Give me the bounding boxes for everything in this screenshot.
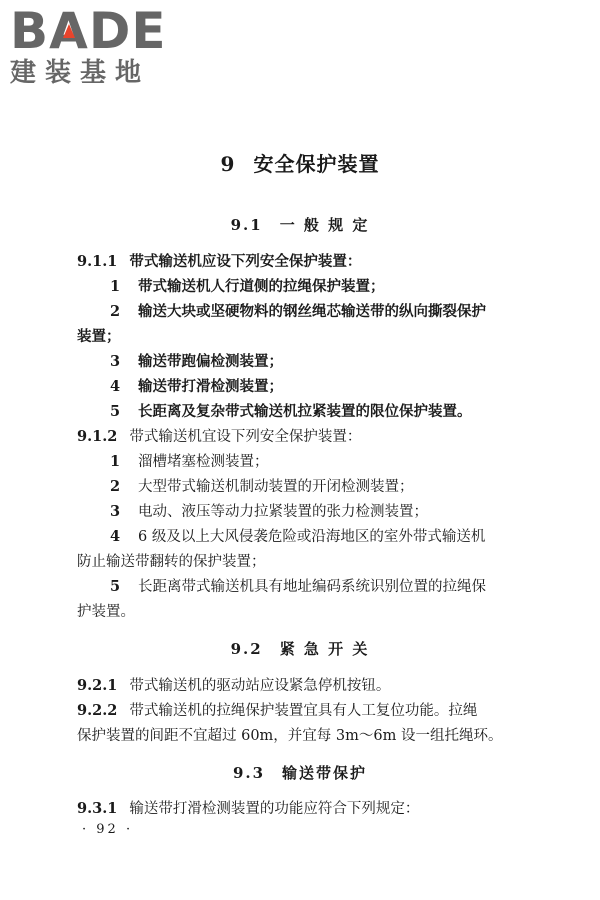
section-title-9-3: 9.3 输送带保护	[232, 764, 368, 782]
logo-letters-after: DE	[88, 2, 167, 60]
list-item-continuation: 装置；	[77, 328, 121, 345]
section-title-9-1: 9.1 一 般 规 定	[230, 216, 370, 234]
list-item-continuation: 护装置。	[77, 604, 135, 620]
list-item	[110, 302, 550, 322]
clause-continuation: 保护装置的间距不宜超过 60m，并宜每 3m～6m 设一组托绳环。	[77, 728, 503, 744]
logo-subtitle: 建装基地	[10, 58, 151, 88]
clause-number: 9.2.2	[77, 702, 118, 719]
clause-text: 带式输送机的驱动站应设紧急停机按钮。	[129, 678, 391, 694]
clause-9-2-1	[77, 676, 547, 696]
list-item-continuation: 防止输送带翻转的保护装置；	[77, 554, 266, 570]
bade-logo	[10, 2, 180, 90]
item-number: 3	[110, 503, 121, 520]
item-text: 电动、液压等动力拉紧装置的张力检测装置；	[138, 504, 428, 520]
clause-text: 带式输送机应设下列安全保护装置：	[129, 253, 362, 270]
item-text: 输送大块或坚硬物料的钢丝绳芯输送带的纵向撕裂保护	[138, 303, 486, 320]
list-item	[110, 352, 550, 372]
item-number: 5	[110, 578, 121, 595]
clause-number: 9.1.1	[77, 253, 118, 270]
list-item	[110, 477, 550, 497]
list-item	[110, 452, 550, 472]
list-item	[110, 402, 550, 422]
logo-accent-letter: A	[49, 2, 89, 60]
list-item	[110, 377, 550, 397]
item-text: 带式输送机人行道侧的拉绳保护装置；	[138, 278, 385, 295]
logo-wordmark	[10, 2, 180, 60]
list-item	[110, 502, 550, 522]
item-text: 大型带式输送机制动装置的开闭检测装置；	[138, 479, 414, 495]
chapter-title-text: 安全保护装置	[253, 152, 380, 176]
item-number: 2	[110, 303, 121, 320]
item-number: 1	[110, 453, 121, 470]
item-number: 2	[110, 478, 121, 495]
page-number: · 92 ·	[82, 822, 134, 837]
clause-9-1-1	[77, 252, 547, 272]
clause-9-3-1	[77, 799, 547, 819]
clause-9-1-2	[77, 427, 547, 447]
item-number: 4	[110, 528, 121, 545]
item-number: 1	[110, 278, 121, 295]
logo-triangle-icon	[63, 24, 75, 38]
item-number: 3	[110, 353, 121, 370]
item-text: 输送带打滑检测装置；	[138, 378, 283, 395]
logo-letters-before: B	[10, 2, 50, 60]
item-text: 6 级及以上大风侵袭危险或沿海地区的室外带式输送机	[138, 529, 486, 545]
item-number: 4	[110, 378, 121, 395]
clause-number: 9.1.2	[77, 428, 118, 445]
clause-9-2-2	[77, 701, 547, 721]
item-text: 长距离带式输送机具有地址编码系统识别位置的拉绳保	[138, 579, 486, 595]
item-text: 长距离及复杂带式输送机拉紧装置的限位保护装置。	[138, 403, 472, 420]
item-number: 5	[110, 403, 121, 420]
chapter-title	[0, 148, 600, 177]
list-item	[110, 527, 550, 547]
clause-number: 9.3.1	[77, 800, 118, 817]
section-title-9-2: 9.2 紧 急 开 关	[230, 640, 370, 658]
item-text: 输送带跑偏检测装置；	[138, 353, 283, 370]
list-item	[110, 277, 550, 297]
list-item	[110, 577, 550, 597]
chapter-number: 9	[220, 152, 236, 176]
clause-number: 9.2.1	[77, 677, 118, 694]
clause-text: 带式输送机宜设下列安全保护装置：	[129, 429, 362, 445]
item-text: 溜槽堵塞检测装置；	[138, 454, 269, 470]
clause-text: 输送带打滑检测装置的功能应符合下列规定：	[129, 801, 420, 817]
clause-text: 带式输送机的拉绳保护装置宜具有人工复位功能。拉绳	[129, 703, 478, 719]
